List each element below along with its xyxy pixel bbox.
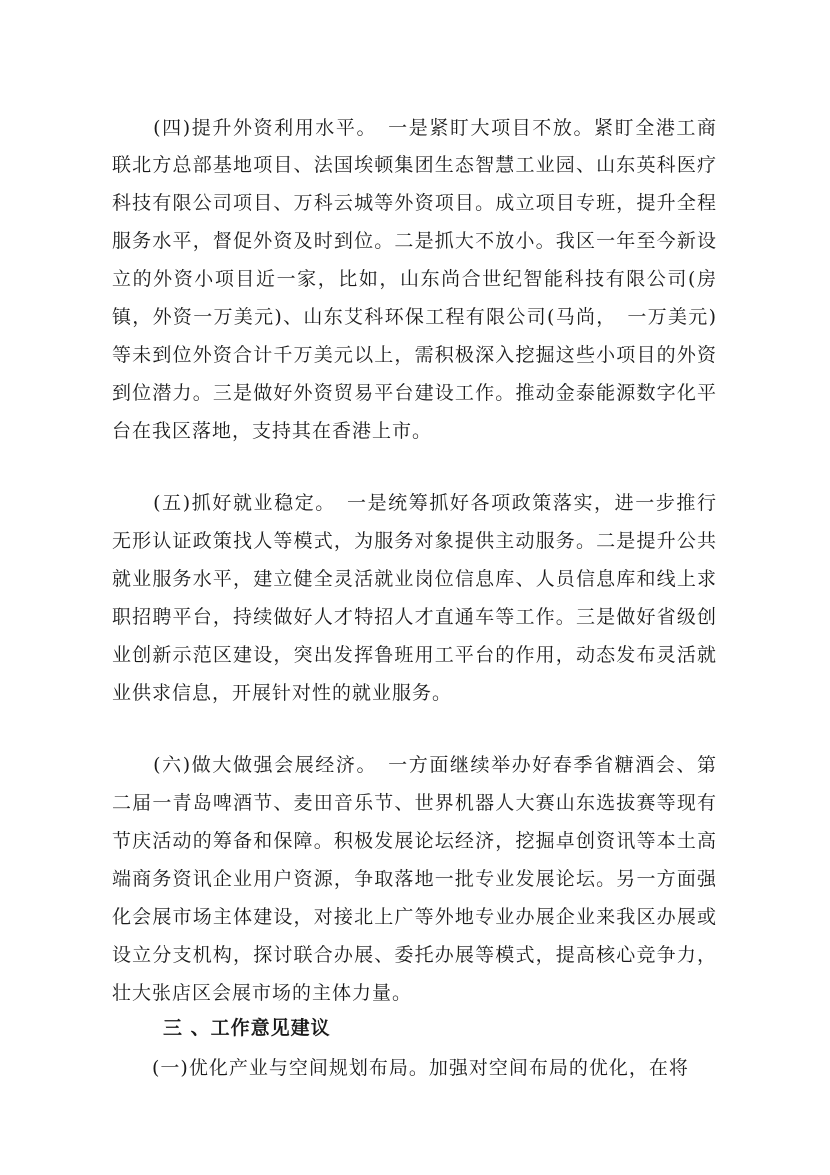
paragraph-line: 业创新示范区建设，突出发挥鲁班用工平台的作用，动态发布灵活就 [112, 644, 717, 666]
paragraph-line: (四)提升外资利用水平。 一是紧盯大项目不放。紧盯全港工商 [112, 117, 717, 139]
paragraph-line: 镇，外资一万美元)、山东艾科环保工程有限公司(马尚， 一万美元) [112, 306, 717, 328]
paragraph-line: 等未到位外资合计千万美元以上，需积极深入挖掘这些小项目的外资 [112, 344, 717, 366]
paragraph-line: (五)抓好就业稳定。 一是统筹抓好各项政策落实，进一步推行 [112, 492, 717, 514]
paragraph-line: 职招聘平台，持续做好人才特招人才直通车等工作。三是做好省级创 [112, 606, 717, 628]
paragraph-line: 节庆活动的筹备和保障。积极发展论坛经济，挖掘卓创资讯等本土高 [112, 830, 717, 852]
paragraph-line: 服务水平，督促外资及时到位。二是抓大不放小。我区一年至今新设 [112, 230, 717, 252]
paragraph-line: 无形认证政策找人等模式，为服务对象提供主动服务。二是提升公共 [112, 530, 717, 552]
paragraph-line: 端商务资讯企业用户资源，争取落地一批专业发展论坛。另一方面强 [112, 868, 717, 890]
paragraph-line: 设立分支机构，探讨联合办展、委托办展等模式，提高核心竞争力， [112, 944, 717, 966]
paragraph-line: 科技有限公司项目、万科云城等外资项目。成立项目专班，提升全程 [112, 192, 717, 214]
paragraph-line: (一)优化产业与空间规划布局。加强对空间布局的优化，在将 [112, 1057, 689, 1079]
paragraph-line: 联北方总部基地项目、法国埃顿集团生态智慧工业园、山东英科医疗 [112, 154, 717, 176]
paragraph-line: 二届一青岛啤酒节、麦田音乐节、世界机器人大赛山东选拔赛等现有 [112, 792, 717, 814]
paragraph-line: 化会展市场主体建设，对接北上广等外地专业办展企业来我区办展或 [112, 906, 717, 928]
paragraph-line: 台在我区落地，支持其在香港上市。 [112, 420, 433, 442]
paragraph-line: (六)做大做强会展经济。 一方面继续举办好春季省糖酒会、第 [112, 754, 717, 776]
paragraph-line: 就业服务水平，建立健全灵活就业岗位信息库、人员信息库和线上求 [112, 568, 717, 590]
paragraph-line: 立的外资小项目近一家，比如，山东尚合世纪智能科技有限公司(房 [112, 268, 717, 290]
section-heading: 三 、工作意见建议 [163, 1017, 331, 1039]
paragraph-line: 壮大张店区会展市场的主体力量。 [112, 982, 413, 1004]
paragraph-line: 业供求信息，开展针对性的就业服务。 [112, 682, 453, 704]
paragraph-line: 到位潜力。三是做好外资贸易平台建设工作。推动金泰能源数字化平 [112, 382, 717, 404]
